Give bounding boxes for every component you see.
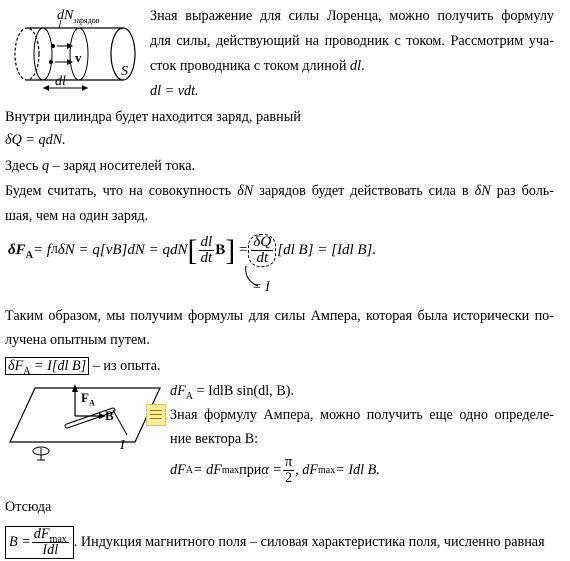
equation-dF-max: dF A = dF max при α = $\frac{\pi}{2}$ , dF max = Idl B. <box>170 454 380 486</box>
dN-label: $dN_{зарядов}$ <box>57 8 100 25</box>
area-S-label: S <box>121 64 128 79</box>
paragraph-q-definition: Здесь q – заряд носителей тока. <box>5 158 196 174</box>
field-B-label: B <box>105 408 114 423</box>
paragraph-hence: Отсюда <box>5 499 52 515</box>
equation-dF-sin: $dF_A$ = IdlB sin(dl, B). <box>170 383 295 402</box>
conductor-figure <box>5 6 145 98</box>
boxed-ampere-formula-row: $\delta F_A = I[dl$ B] – из опыта. <box>5 357 161 376</box>
note-icon[interactable] <box>146 404 166 426</box>
paragraph-ampere-line2: лучена опытным путем. <box>5 332 150 348</box>
paragraph-lorentz-line1: Зная выражение для силы Лоренца, можно получить формулу <box>150 8 554 24</box>
paragraph-force-line2: шая, чем на один заряд. <box>5 208 149 224</box>
paragraph-force-line1: Будем считать, что на совокупность δN зарядов будет действовать сила в δN раз боль- <box>5 183 554 199</box>
force-label: $F_A$ <box>81 390 95 408</box>
paragraph-B-def-line1: Зная формулу Ампера, можно получить еще одно определе- <box>170 407 554 423</box>
paragraph-B-def-line2: ние вектора B: <box>170 431 259 447</box>
paragraph-ampere-line1: Таким образом, мы получим формулы для силы Ампера, которая была исторически по- <box>5 308 554 324</box>
boxed-B-definition: B = $\frac{dF_{max}}{\text{Idl}}$ <box>5 526 74 559</box>
equation-dl-vdt: dl = vdt. <box>150 83 199 99</box>
boxed-ampere-formula: $\delta F_A = I[dl$ B] <box>5 357 89 375</box>
paragraph-charge: Внутри цилиндра будет находится заряд, равный <box>5 109 301 125</box>
annotation-equals-I: = I <box>252 279 270 295</box>
paragraph-lorentz-line2: для силы, действующий на проводник с током. Рассмотрим уча- <box>150 33 554 49</box>
velocity-label: v <box>75 50 82 65</box>
final-definition-row: B = $\frac{dF_{max}}{\text{Idl}}$ . Индукция магнитного поля – силовая характеристика поля, численно равная <box>5 526 545 559</box>
current-I-label: I <box>120 438 125 453</box>
dl-label: dl <box>55 74 66 89</box>
ampere-force-figure <box>5 380 165 465</box>
paragraph-lorentz-line3: сток проводника с током длиной dl. <box>150 58 365 74</box>
equation-dQ: δQ = qdN. <box>5 132 66 148</box>
equation-ampere-derivation: $\delta F_A$ = f Л δN = q[vB]dN = qdN [ $\frac{dl}{dt}$ B ] = $\frac{\delta Q}{dt}$ [dl B] = [Idl B]. <box>8 233 377 267</box>
dQ-dt-circled: $\frac{\delta Q}{dt}$ <box>248 234 276 267</box>
